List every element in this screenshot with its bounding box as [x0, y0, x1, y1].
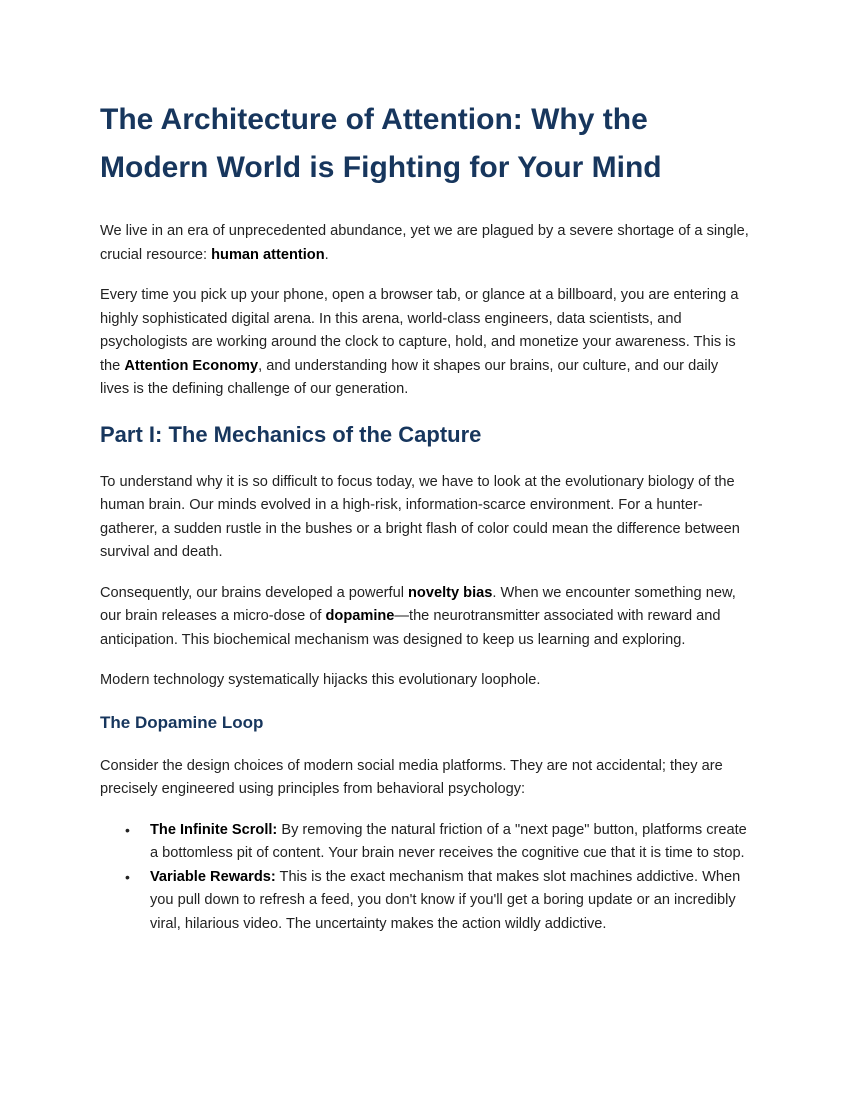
- list-item-text: By removing the natural friction of a "next page" button, platforms create a bottomless pit of content. Your brain never receives the cognitive cue that it is time to stop.: [150, 821, 747, 861]
- document-page: [100, 96, 750, 936]
- part1-paragraph-1: To understand why it is so difficult to focus today, we have to look at the evolutionary biology of the human brain. Our minds evolved in a high-risk, information-scarce environment. For a hunter-gatherer, a sudden rustle in the bushes or a bright flash of color could mean the difference between survival and death.: [100, 473, 740, 560]
- bullet-icon: •: [125, 868, 130, 885]
- article-title: The Architecture of Attention: Why the Modern World is Fighting for Your Mind: [100, 103, 662, 184]
- part1-text-mid: . When we encounter something new, our brain releases a micro-dose of: [100, 584, 736, 624]
- intro-text: We live in an era of unprecedented abundance, yet we are plagued by a severe shortage of a single, crucial resource:: [100, 223, 749, 263]
- list-item-label: Variable Rewards:: [150, 868, 276, 885]
- list-item-text: This is the exact mechanism that makes slot machines addictive. When you pull down to refresh a feed, you don't know if you'll get a boring update or an incredibly viral, hilarious video. The uncertainty makes the action wildly addictive.: [150, 868, 741, 932]
- part1-heading: Part I: The Mechanics of the Capture: [100, 421, 482, 447]
- intro-text-end: , and understanding how it shapes our brains, our culture, and our daily lives is the defining challenge of our generation.: [100, 357, 719, 397]
- list-item: [100, 819, 750, 866]
- intro-paragraph-2: [100, 284, 750, 402]
- part1-text-end: —the neurotransmitter associated with reward and anticipation. This biochemical mechanism was designed to keep us learning and exploring.: [100, 608, 721, 648]
- bold-attention-economy: Attention Economy: [124, 357, 259, 374]
- intro-text: Every time you pick up your phone, open a browser tab, or glance at a billboard, you are entering a highly sophisticated digital arena. In this arena, world-class engineers, data scientists, and psychologists are working around the clock to capture, hold, and monetize your awareness. This is the: [100, 287, 739, 374]
- bold-dopamine: dopamine: [325, 608, 395, 624]
- part1-paragraph-2: [100, 582, 750, 653]
- intro-paragraph-1: [100, 220, 750, 267]
- dopamine-loop-heading: The Dopamine Loop: [100, 712, 264, 732]
- dopamine-loop-paragraph: Consider the design choices of modern social media platforms. They are not accidental; they are precisely engineered using principles from behavioral psychology:: [100, 757, 723, 797]
- intro-text-end: .: [324, 246, 329, 263]
- bold-novelty-bias: novelty bias: [408, 584, 493, 601]
- bullet-icon: •: [125, 821, 130, 838]
- bold-human-attention: human attention: [211, 246, 325, 263]
- part1-paragraph-3: Modern technology systematically hijacks this evolutionary loophole.: [100, 672, 541, 688]
- list-item-label: The Infinite Scroll:: [150, 821, 278, 838]
- part1-text: Consequently, our brains developed a powerful: [100, 584, 409, 601]
- design-choices-list: [100, 819, 750, 937]
- list-item: [100, 866, 750, 937]
